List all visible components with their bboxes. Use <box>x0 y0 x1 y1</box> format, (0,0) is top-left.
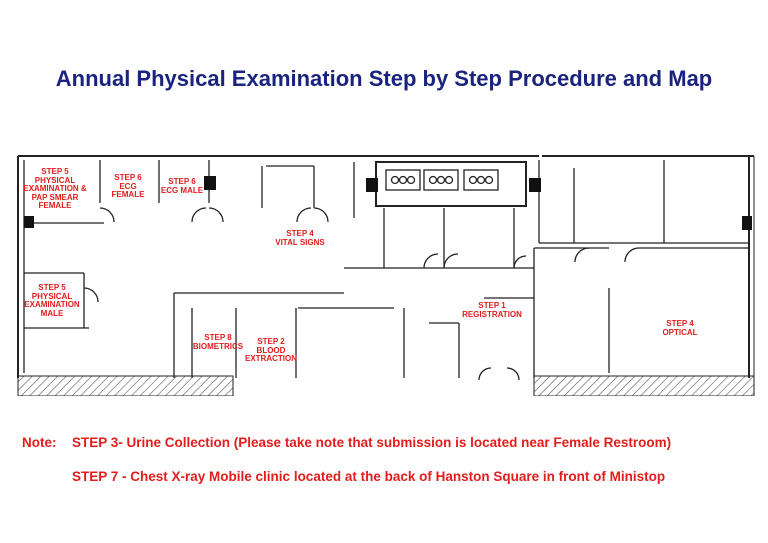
room-label-step6-ecg-female: STEP 6 ECG FEMALE <box>111 173 145 199</box>
room-label-step6-ecg-male: STEP 6 ECG MALE <box>160 177 204 195</box>
note-label: Note: <box>22 435 57 450</box>
room-label-step2-blood-extraction: STEP 2 BLOOD EXTRACTION <box>245 337 297 363</box>
note-step7: STEP 7 - Chest X-ray Mobile clinic located at the back of Hanston Square in front of Ministop <box>72 469 666 484</box>
room-label-step8-biometrics: STEP 8 BIOMETRICS <box>192 333 244 351</box>
note-step3: STEP 3- Urine Collection (Please take note that submission is located near Female Restroom) <box>72 435 672 450</box>
floor-plan <box>14 148 756 396</box>
room-label-step5-male: STEP 5 PHYSICAL EXAMINATION MALE <box>24 283 80 318</box>
page-title: Annual Physical Examination Step by Step Procedure and Map <box>55 66 713 91</box>
room-label-step1-registration: STEP 1 REGISTRATION <box>462 301 522 319</box>
room-label-step4-optical: STEP 4 OPTICAL <box>662 319 698 337</box>
room-label-step4-vital-signs: STEP 4 VITAL SIGNS <box>275 229 325 247</box>
room-label-step5-female: STEP 5 PHYSICAL EXAMINATION & PAP SMEAR FEMALE <box>23 167 87 210</box>
